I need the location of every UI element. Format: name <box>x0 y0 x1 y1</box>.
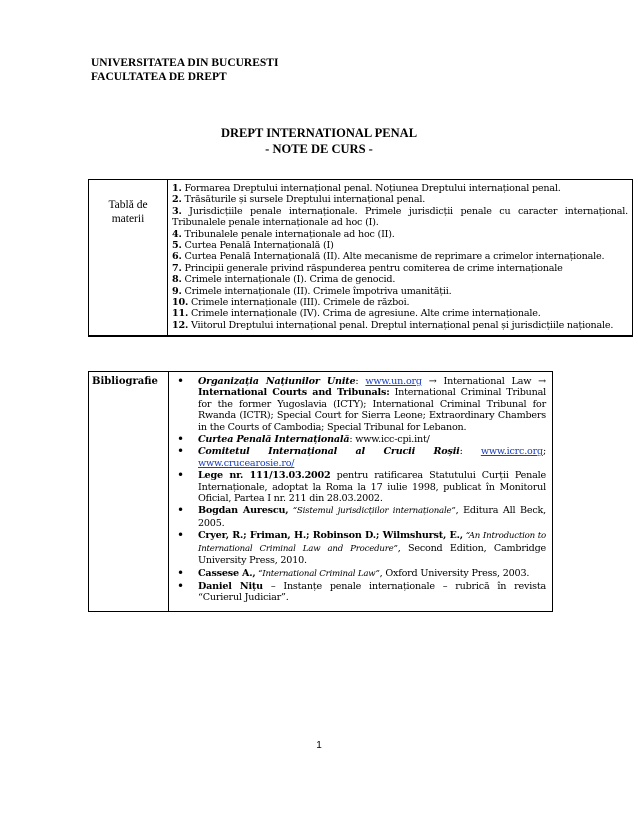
toc-item: 9. Crimele internaționale (II). Crimele împotriva umanității. <box>172 285 452 297</box>
toc-item: 3. Jurisdicțiile penale internaționale. Primele jurisdicții penale cu caracter internațional. Tribunalele penale internaționale ad hoc (I). <box>172 205 628 229</box>
bibliography-label: Bibliografie <box>89 372 169 612</box>
course-subtitle: - NOTE DE CURS - <box>265 142 373 156</box>
toc-item: 4. Tribunalele penale internaționale ad hoc (II). <box>172 228 395 240</box>
icrc-link[interactable]: www.icrc.org <box>480 446 543 458</box>
bibliography-item: • Curtea Penală Internațională: www.icc-cpi.int/ <box>171 434 546 445</box>
toc-label: Tablă de materii <box>89 180 168 337</box>
table-of-contents <box>88 179 633 337</box>
page-number: 1 <box>316 740 322 751</box>
bibliography-item: • Organizația Națiunilor Unite: www.un.org → International Law → International Courts and Tribunals: International Criminal Tribunal for the former Yugoslavia (ICTY); International Criminal Tribunal for Rwanda (ICTR); Special Court for Sierra Leone; Extraordinary Chambers in the Courts of Cambodia; Special Tribunal for Lebanon. <box>171 376 546 433</box>
university-name: UNIVERSITATEA DIN BUCURESTI <box>91 57 279 69</box>
crucearosie-link[interactable]: www.crucearosie.ro/ <box>198 457 295 469</box>
course-title: DREPT INTERNATIONAL PENAL <box>220 126 418 140</box>
bibliography-item: • Bogdan Aurescu, “Sistemul jurisdicțiilor internaționale”, Editura All Beck, 2005. <box>171 505 546 529</box>
toc-item: 12. Viitorul Dreptului internațional penal. Dreptul internațional penal și jurisdicțiile naționale. <box>172 319 614 331</box>
bibliography-item: • Daniel Nițu – Instanțe penale internaționale – rubrică în revista “Curierul Judiciar”. <box>171 581 546 604</box>
toc-item: 11. Crimele internaționale (IV). Crima de agresiune. Alte crime internaționale. <box>172 308 541 320</box>
un-link[interactable]: www.un.org <box>365 376 422 387</box>
toc-item: 5. Curtea Penală Internațională (I) <box>172 240 334 252</box>
bibliography-items <box>169 372 553 612</box>
bibliography-item: • Lege nr. 111/13.03.2002 pentru ratificarea Statutului Curții Penale Internaționale, adoptat la Roma la 17 iulie 1998, publicat în Monitorul Oficial, Partea I nr. 211 din 28.03.2002. <box>171 470 546 504</box>
bibliography-table <box>88 371 553 612</box>
document-title <box>0 125 638 157</box>
document-header <box>91 56 278 84</box>
faculty-name: FACULTATEA DE DREPT <box>91 71 227 83</box>
toc-item: 2. Trăsăturile și sursele Dreptului internațional penal. <box>172 194 426 206</box>
toc-item: 6. Curtea Penală Internațională (II). Alte mecanisme de reprimare a crimelor internaționale. <box>172 251 605 263</box>
toc-item: 1. Formarea Dreptului internațional penal. Noțiunea Dreptului internațional penal. <box>172 183 561 194</box>
toc-item: 7. Principii generale privind răspunderea pentru comiterea de crime internaționale <box>172 262 563 274</box>
bibliography-item: • Comitetul Internațional al Crucii Roșii: www.icrc.org; www.crucearosie.ro/ <box>171 446 546 469</box>
toc-items <box>168 180 633 337</box>
toc-item: 8. Crimele internaționale (I). Crima de genocid. <box>172 274 396 286</box>
bibliography-item: • Cassese A., “International Criminal Law”, Oxford University Press, 2003. <box>171 568 546 580</box>
bibliography-item: • Cryer, R.; Friman, H.; Robinson D.; Wilmshurst, E., “An Introduction to International Criminal Law and Procedure”, Second Edition, Cambridge University Press, 2010. <box>171 530 546 566</box>
toc-item: 10. Crimele internaționale (III). Crimele de război. <box>172 297 410 309</box>
